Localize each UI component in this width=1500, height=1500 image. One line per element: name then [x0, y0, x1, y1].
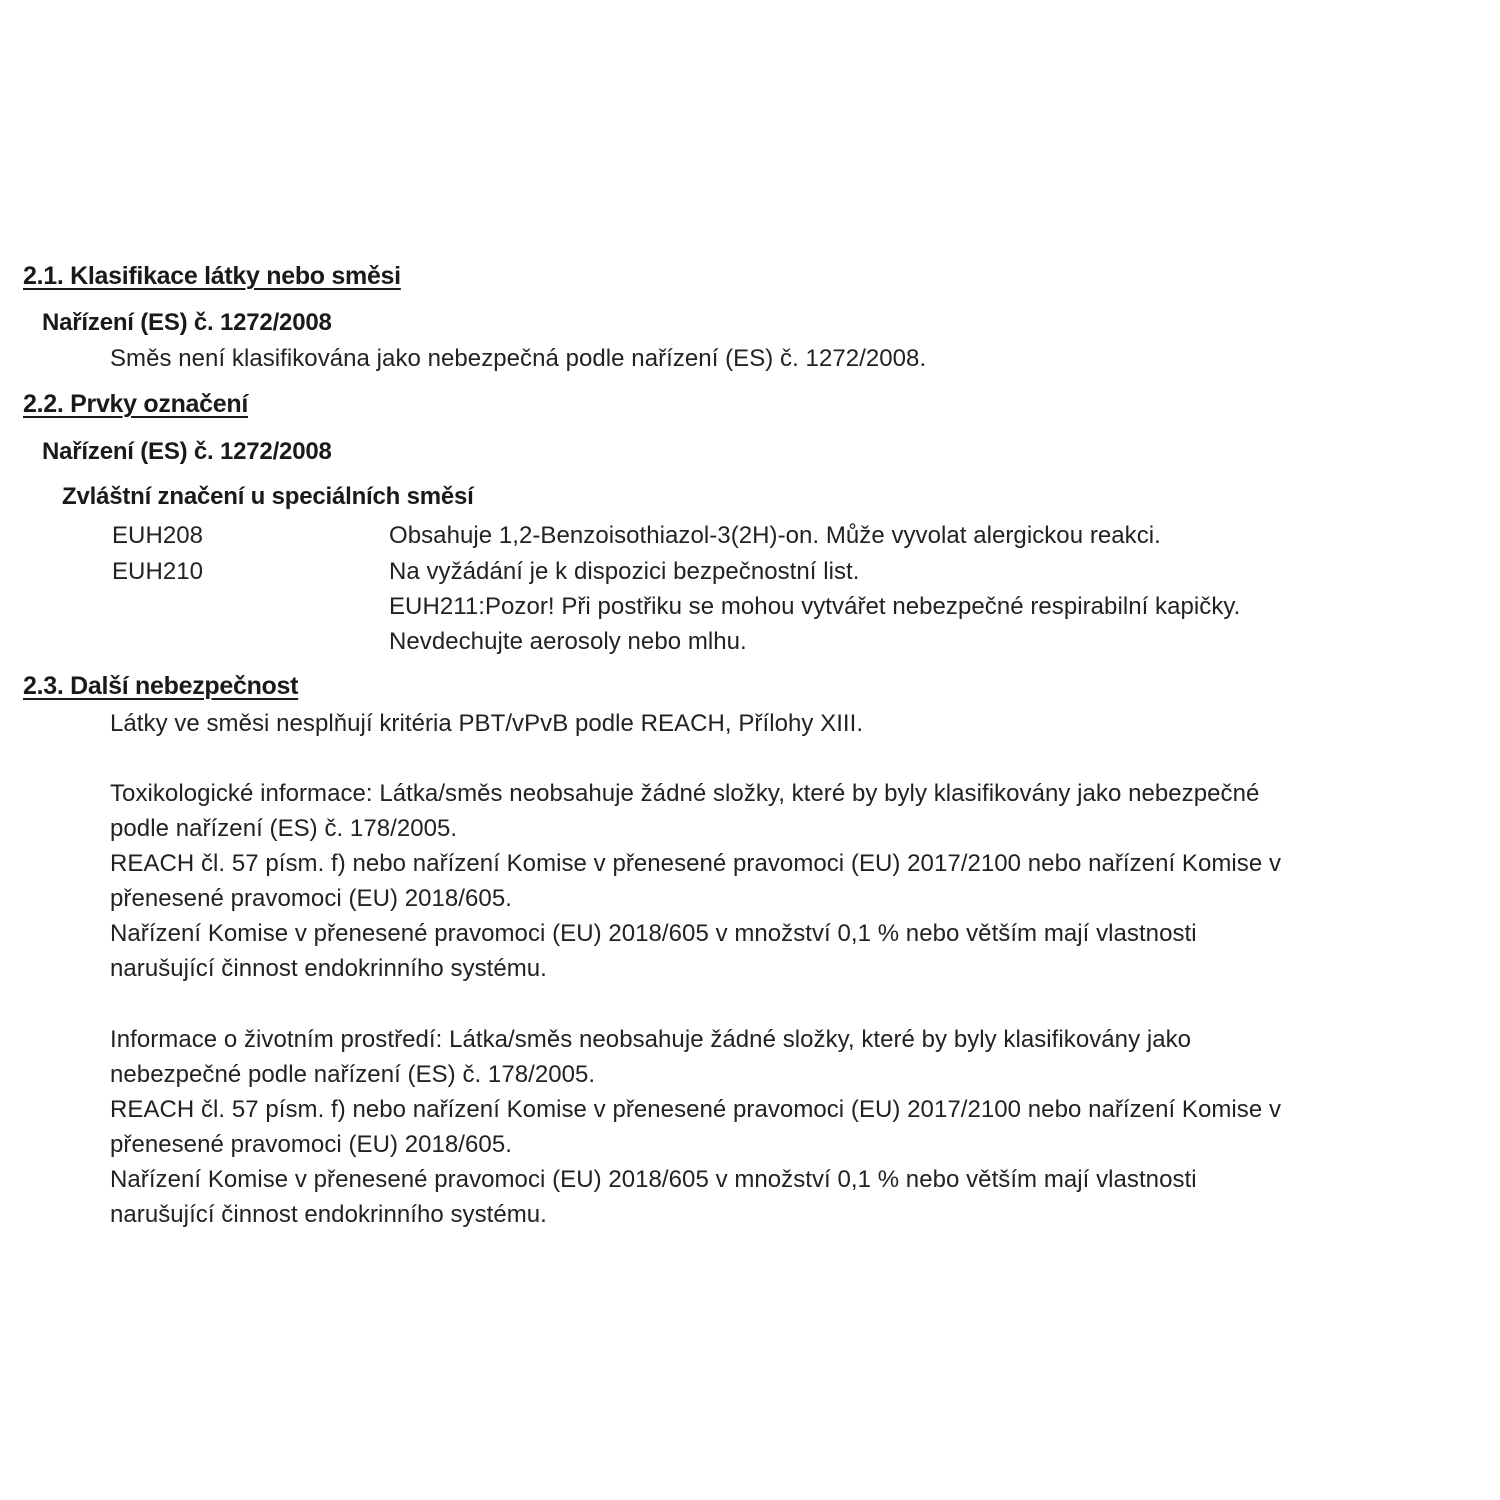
hazard-code-euh210: EUH210	[112, 558, 204, 585]
section-2-1-regulation: Nařízení (ES) č. 1272/2008	[42, 309, 332, 336]
section-2-2-regulation: Nařízení (ES) č. 1272/2008	[42, 438, 332, 465]
hazard-text-euh208: Obsahuje 1,2-Benzoisothiazol-3(2H)-on. Může vyvolat alergickou reakci.	[389, 522, 1161, 549]
section-2-3-heading: 2.3. Další nebezpečnost	[23, 672, 299, 700]
section-2-2-heading: 2.2. Prvky označení	[23, 390, 248, 418]
toxicological-info	[110, 776, 1480, 986]
tox-line: REACH čl. 57 písm. f) nebo nařízení Komise v přenesené pravomoci (EU) 2017/2100 nebo nařízení Komise v	[110, 850, 1282, 877]
pbt-text: Látky ve směsi nesplňují kritéria PBT/vPvB podle REACH, Přílohy XIII.	[110, 710, 864, 737]
env-line: přenesené pravomoci (EU) 2018/605.	[110, 1131, 512, 1158]
env-line: REACH čl. 57 písm. f) nebo nařízení Komise v přenesené pravomoci (EU) 2017/2100 nebo nařízení Komise v	[110, 1096, 1282, 1123]
tox-line: podle nařízení (ES) č. 178/2005.	[110, 815, 458, 842]
hazard-code-euh208: EUH208	[112, 522, 204, 549]
hazard-text-euh210: Na vyžádání je k dispozici bezpečnostní list.	[389, 558, 860, 585]
tox-line: Toxikologické informace: Látka/směs neobsahuje žádné složky, které by byly klasifikovány jako nebezpečné	[110, 780, 1260, 807]
section-2-1-heading: 2.1. Klasifikace látky nebo směsi	[23, 262, 401, 290]
env-line: Informace o životním prostředí: Látka/směs neobsahuje žádné složky, které by byly klasifikovány jako	[110, 1026, 1192, 1053]
section-2-1-text: Směs není klasifikována jako nebezpečná podle nařízení (ES) č. 1272/2008.	[110, 345, 927, 372]
env-line: narušující činnost endokrinního systému.	[110, 1201, 547, 1228]
hazard-text-euh211: EUH211:Pozor! Při postřiku se mohou vytvářet nebezpečné respirabilní kapičky.	[389, 593, 1241, 620]
tox-line: Nařízení Komise v přenesené pravomoci (EU) 2018/605 v množství 0,1 % nebo větším mají vlastnosti	[110, 920, 1197, 947]
hazard-text-aerosol: Nevdechujte aerosoly nebo mlhu.	[389, 628, 747, 655]
environmental-info	[110, 1022, 1480, 1232]
env-line: Nařízení Komise v přenesené pravomoci (EU) 2018/605 v množství 0,1 % nebo větším mají vlastnosti	[110, 1166, 1197, 1193]
tox-line: přenesené pravomoci (EU) 2018/605.	[110, 885, 512, 912]
tox-line: narušující činnost endokrinního systému.	[110, 955, 547, 982]
section-2-2-subheading: Zvláštní značení u speciálních směsí	[62, 483, 474, 510]
env-line: nebezpečné podle nařízení (ES) č. 178/2005.	[110, 1061, 596, 1088]
